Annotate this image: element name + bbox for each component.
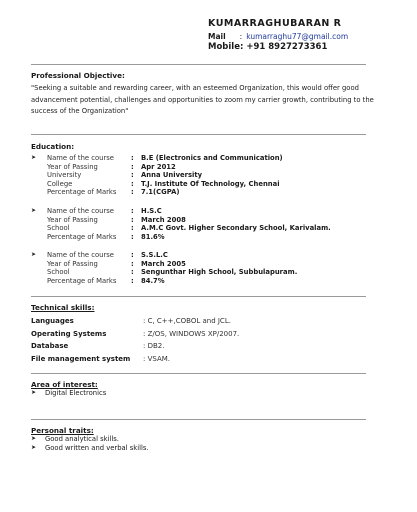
- education-entry: ➤ Name of the course : S.S.L.C Year of Passing : March 2005 School : Sengunthar High School, Subbulapuram. Percentage of Marks : 84.7%: [31, 251, 298, 285]
- edu-value: March 2008: [141, 215, 186, 224]
- mail-row: [208, 32, 348, 41]
- edu-value: S.S.L.C: [141, 251, 168, 259]
- tech-label: Languages: [31, 317, 74, 325]
- interest-title: Area of interest:: [31, 380, 98, 389]
- bullet-arrow-icon: ➤: [31, 389, 37, 396]
- education-entry: ➤ Name of the course : B.E (Electronics and Communication) Year of Passing : Apr 2012 University : Anna University College : T.J. Institute Of Technology, Chennai Percentage of Marks : 7.1(CGPA): [31, 154, 283, 197]
- bullet-arrow-icon: ➤: [31, 443, 37, 451]
- bullet-arrow-icon: ➤: [31, 435, 37, 442]
- edu-value: 84.7%: [141, 276, 165, 285]
- edu-value: March 2005: [141, 259, 186, 268]
- tech-value: : DB2.: [143, 342, 165, 351]
- edu-value: 7.1(CGPA): [141, 188, 180, 197]
- edu-label: Percentage of Marks: [47, 232, 117, 241]
- interest-item: Digital Electronics: [45, 389, 107, 397]
- objective-title: Professional Objective:: [31, 71, 125, 80]
- edu-label: Year of Passing: [47, 162, 98, 171]
- bullet-arrow-icon: ➤: [31, 251, 37, 258]
- divider: [31, 419, 366, 420]
- edu-value: B.E (Electronics and Communication): [141, 154, 283, 162]
- education-title: Education:: [31, 142, 75, 151]
- traits-title: Personal traits:: [31, 426, 94, 435]
- trait-item: Good written and verbal skills.: [45, 443, 149, 452]
- mail-separator: :: [239, 32, 243, 41]
- divider: [31, 373, 366, 374]
- objective-text: "Seeking a suitable and rewarding career, with an esteemed Organization, this would offer good advancement potential, challenges and opportunities to zoom my carrier growth, contributing to the success of the Organization": [31, 84, 374, 115]
- tech-label: Operating Systems: [31, 329, 107, 338]
- education-section: [31, 142, 376, 151]
- technical-section: [31, 303, 376, 365]
- divider: [31, 296, 366, 297]
- divider: [31, 134, 366, 135]
- edu-value: H.S.C: [141, 207, 162, 215]
- tech-row: [31, 315, 376, 328]
- objective-section: [31, 71, 376, 118]
- edu-value: Anna University: [141, 171, 203, 180]
- education-entry: ➤ Name of the course : H.S.C Year of Passing : March 2008 School : A.M.C Govt. Higher Secondary School, Karivalam. Percentage of Marks : 81.6%: [31, 207, 331, 241]
- bullet-arrow-icon: ➤: [31, 207, 37, 214]
- edu-label: Year of Passing: [47, 215, 98, 224]
- technical-title: Technical skills:: [31, 303, 95, 312]
- edu-value: A.M.C Govt. Higher Secondary School, Karivalam.: [141, 224, 331, 233]
- tech-row: [31, 328, 376, 341]
- traits-section: [31, 426, 376, 452]
- tech-row: [31, 353, 376, 366]
- mobile-number: Mobile: +91 8927273361: [208, 42, 328, 52]
- edu-value: 81.6%: [141, 232, 165, 241]
- mail-label: Mail: [208, 32, 226, 41]
- trait-item: Good analytical skills.: [45, 435, 119, 443]
- divider: [31, 64, 366, 65]
- edu-label: Percentage of Marks: [47, 276, 117, 285]
- bullet-arrow-icon: ➤: [31, 154, 37, 161]
- edu-label: University: [47, 171, 82, 180]
- tech-row: [31, 340, 376, 353]
- mail-address-link[interactable]: kumarraghu77@gmail.com: [246, 32, 349, 41]
- resume-header: [208, 18, 348, 52]
- interest-section: [31, 380, 376, 398]
- edu-label: Year of Passing: [47, 259, 98, 268]
- edu-label: Name of the course: [47, 251, 114, 259]
- edu-label: School: [47, 224, 70, 233]
- list-item: [31, 435, 376, 444]
- edu-label: Percentage of Marks: [47, 188, 117, 197]
- tech-value: : VSAM.: [143, 354, 170, 363]
- tech-value: : Z/OS, WINDOWS XP/2007.: [143, 329, 240, 338]
- edu-value: T.J. Institute Of Technology, Chennai: [141, 179, 280, 188]
- edu-value: Apr 2012: [141, 162, 176, 171]
- tech-label: File management system: [31, 354, 131, 363]
- edu-label: College: [47, 179, 73, 188]
- tech-value: : C, C++,COBOL and JCL.: [143, 317, 231, 325]
- candidate-name: KUMARRAGHUBARAN R: [208, 18, 342, 29]
- edu-label: Name of the course: [47, 154, 114, 162]
- edu-label: School: [47, 268, 70, 277]
- tech-label: Database: [31, 342, 69, 351]
- edu-label: Name of the course: [47, 207, 114, 215]
- list-item: [31, 444, 376, 453]
- list-item: [31, 389, 376, 398]
- edu-value: Sengunthar High School, Subbulapuram.: [141, 268, 298, 277]
